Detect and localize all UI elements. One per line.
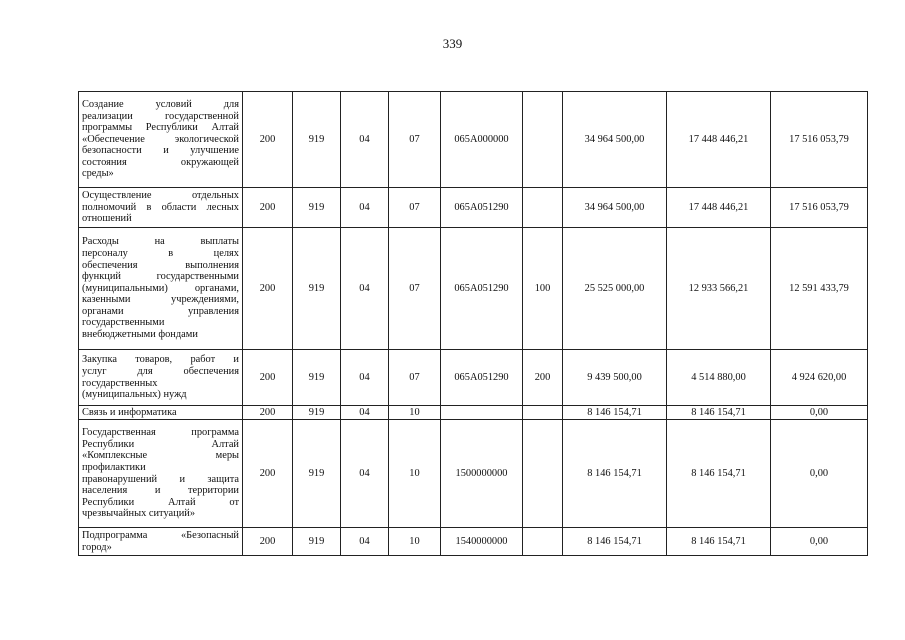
ministry-code: 919 — [293, 350, 341, 406]
expense-type — [523, 92, 563, 188]
row-description — [79, 228, 243, 350]
target-article: 065A051290 — [441, 350, 523, 406]
description-line: внебюджетными фондами — [82, 329, 198, 341]
description-line: Подпрограмма «Безопасный — [82, 529, 239, 541]
amount-remaining: 0,00 — [771, 528, 868, 556]
description-line: чрезвычайных ситуаций» — [82, 508, 196, 520]
amount-remaining: 17 516 053,79 — [771, 92, 868, 188]
section-code: 04 — [341, 92, 389, 188]
ministry-code: 919 — [293, 528, 341, 556]
expense-type — [523, 528, 563, 556]
description-line: функций государственными — [82, 271, 239, 283]
target-article: 065A051290 — [441, 188, 523, 228]
description-line: (муниципальными) органами, — [82, 282, 239, 294]
row-description — [79, 420, 243, 528]
description-line: среды» — [82, 168, 114, 180]
description-line: город» — [82, 541, 112, 553]
description-line: государственных — [82, 377, 158, 389]
target-article — [441, 406, 523, 420]
amount-plan: 34 964 500,00 — [563, 188, 667, 228]
table-row — [79, 92, 868, 188]
amount-plan: 8 146 154,71 — [563, 406, 667, 420]
description-line: Государственная программа — [82, 427, 239, 439]
description-line: казенными учреждениями, — [82, 294, 239, 306]
row-description — [79, 92, 243, 188]
amount-executed: 8 146 154,71 — [667, 420, 771, 528]
admin-code: 200 — [243, 350, 293, 406]
subsection-code: 07 — [389, 350, 441, 406]
description-line: государственными — [82, 317, 165, 329]
expense-type — [523, 420, 563, 528]
amount-plan: 8 146 154,71 — [563, 420, 667, 528]
admin-code: 200 — [243, 528, 293, 556]
amount-executed: 12 933 566,21 — [667, 228, 771, 350]
amount-remaining: 0,00 — [771, 420, 868, 528]
description-line: состояния окружающей — [82, 156, 239, 168]
description-line: профилактики — [82, 461, 146, 473]
amount-executed: 17 448 446,21 — [667, 92, 771, 188]
description-line: правонарушений и защита — [82, 473, 239, 485]
ministry-code: 919 — [293, 228, 341, 350]
subsection-code: 10 — [389, 528, 441, 556]
page-number: 339 — [442, 36, 463, 51]
section-code: 04 — [341, 420, 389, 528]
description-line: персоналу в целях — [82, 247, 239, 259]
amount-remaining: 12 591 433,79 — [771, 228, 868, 350]
amount-plan: 25 525 000,00 — [563, 228, 667, 350]
expense-type: 100 — [523, 228, 563, 350]
target-article: 065A051290 — [441, 228, 523, 350]
admin-code: 200 — [243, 406, 293, 420]
budget-table — [78, 91, 868, 556]
description-line: услуг для обеспечения — [82, 365, 239, 377]
section-code: 04 — [341, 350, 389, 406]
amount-remaining: 0,00 — [771, 406, 868, 420]
description-line: полномочий в области лесных — [82, 201, 239, 213]
expense-type — [523, 406, 563, 420]
description-line: Создание условий для — [82, 98, 239, 110]
description-line: Республики Алтай от — [82, 496, 239, 508]
description-line: Расходы на выплаты — [82, 236, 239, 248]
admin-code: 200 — [243, 420, 293, 528]
ministry-code: 919 — [293, 188, 341, 228]
table-row — [79, 188, 868, 228]
row-description — [79, 406, 243, 420]
amount-plan: 8 146 154,71 — [563, 528, 667, 556]
row-description — [79, 528, 243, 556]
subsection-code: 07 — [389, 92, 441, 188]
description-line: обеспечения выполнения — [82, 259, 239, 271]
expense-type: 200 — [523, 350, 563, 406]
description-line: реализации государственной — [82, 110, 239, 122]
subsection-code: 10 — [389, 406, 441, 420]
admin-code: 200 — [243, 188, 293, 228]
amount-remaining: 17 516 053,79 — [771, 188, 868, 228]
amount-executed: 8 146 154,71 — [667, 528, 771, 556]
amount-executed: 8 146 154,71 — [667, 406, 771, 420]
expense-type — [523, 188, 563, 228]
section-code: 04 — [341, 528, 389, 556]
section-code: 04 — [341, 188, 389, 228]
amount-remaining: 4 924 620,00 — [771, 350, 868, 406]
admin-code: 200 — [243, 92, 293, 188]
ministry-code: 919 — [293, 92, 341, 188]
table-row — [79, 350, 868, 406]
description-line: органами управления — [82, 305, 239, 317]
target-article: 1540000000 — [441, 528, 523, 556]
amount-plan: 34 964 500,00 — [563, 92, 667, 188]
amount-plan: 9 439 500,00 — [563, 350, 667, 406]
table-row — [79, 528, 868, 556]
description-line: «Комплексные меры — [82, 450, 239, 462]
section-code: 04 — [341, 406, 389, 420]
description-line: Республики Алтай — [82, 438, 239, 450]
section-code: 04 — [341, 228, 389, 350]
table-row — [79, 406, 868, 420]
description-line: «Обеспечение экологической — [82, 133, 239, 145]
description-line: отношений — [82, 213, 132, 225]
ministry-code: 919 — [293, 420, 341, 528]
target-article: 1500000000 — [441, 420, 523, 528]
amount-executed: 17 448 446,21 — [667, 188, 771, 228]
subsection-code: 07 — [389, 228, 441, 350]
admin-code: 200 — [243, 228, 293, 350]
ministry-code: 919 — [293, 406, 341, 420]
amount-executed: 4 514 880,00 — [667, 350, 771, 406]
description-line: населения и территории — [82, 485, 239, 497]
description-line: Осуществление отдельных — [82, 190, 239, 202]
table-row — [79, 420, 868, 528]
description-line: программы Республики Алтай — [82, 122, 239, 134]
description-line: (муниципальных) нужд — [82, 389, 187, 401]
target-article: 065A000000 — [441, 92, 523, 188]
description-line: Связь и информатика — [82, 406, 177, 418]
row-description — [79, 188, 243, 228]
subsection-code: 10 — [389, 420, 441, 528]
table-row — [79, 228, 868, 350]
description-line: Закупка товаров, работ и — [82, 354, 239, 366]
subsection-code: 07 — [389, 188, 441, 228]
row-description — [79, 350, 243, 406]
description-line: безопасности и улучшение — [82, 145, 239, 157]
